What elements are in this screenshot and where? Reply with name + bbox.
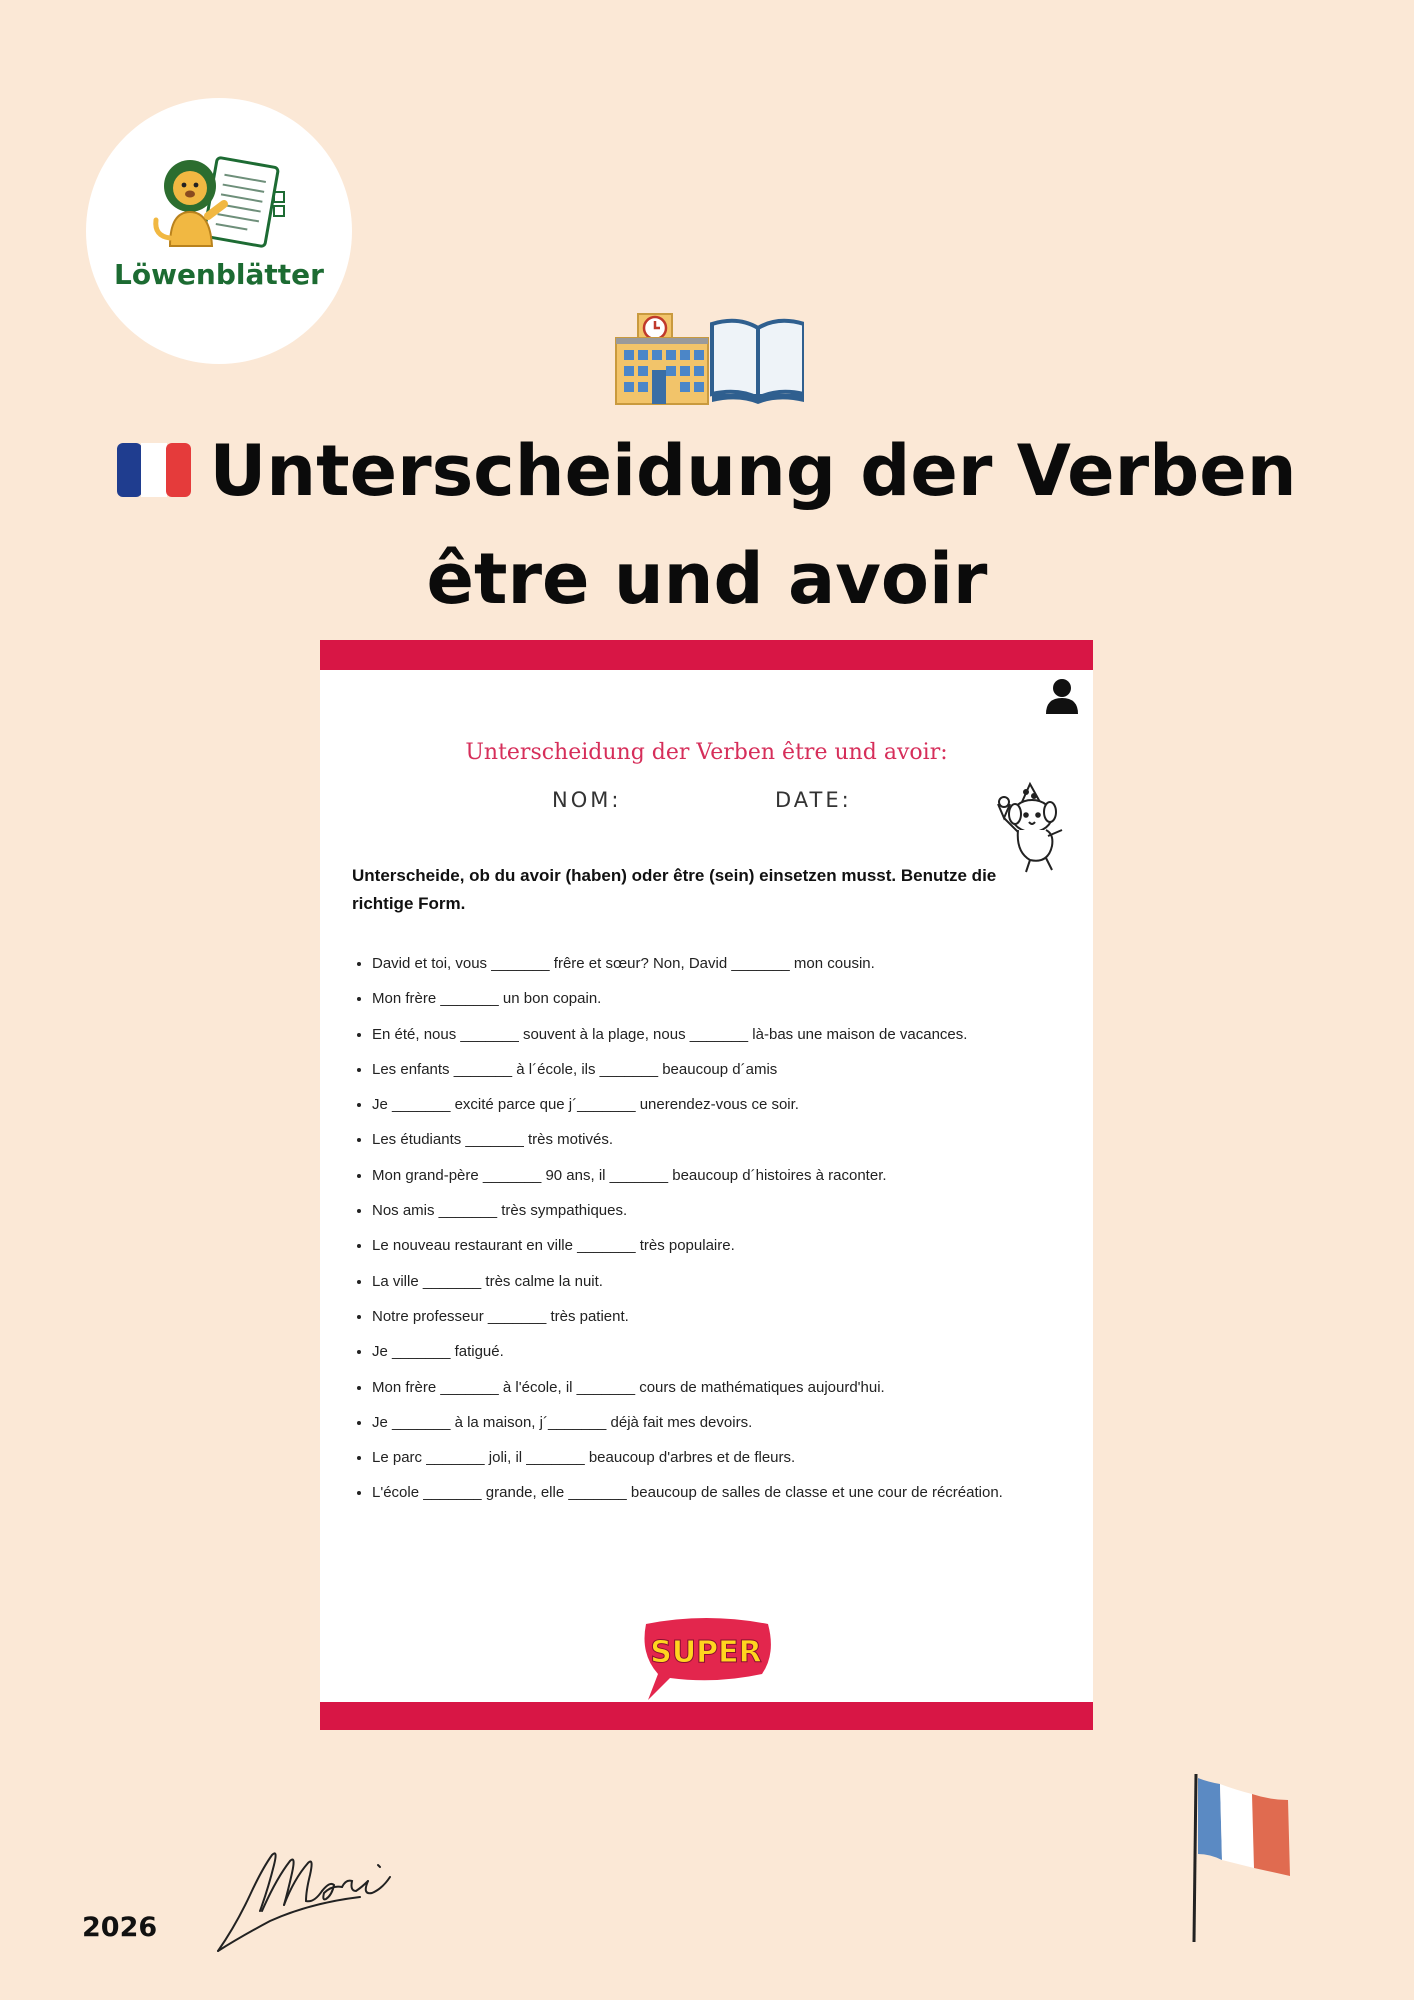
page-title-line-2: être und avoir xyxy=(426,538,988,620)
exercise-list xyxy=(342,946,1092,1511)
list-item: • Notre professeur _______ très patient. xyxy=(372,1299,1092,1334)
school-building-icon xyxy=(616,314,708,404)
list-item: • Mon frère _______ à l'école, il _______ cours de mathématiques aujourd'hui. xyxy=(372,1370,1092,1405)
list-item: • En été, nous _______ souvent à la plage, nous _______ là-bas une maison de vacances. xyxy=(372,1017,1092,1052)
lion-worksheet-logo-icon xyxy=(148,154,298,254)
date-label: DATE: xyxy=(775,788,852,812)
super-sticker xyxy=(636,1614,776,1704)
list-item: • Je _______ excité parce que j´_______ unerendez-vous ce soir. xyxy=(372,1087,1092,1122)
open-book-icon xyxy=(712,321,804,404)
list-item: • Les enfants _______ à l´école, ils _______ beaucoup d´amis xyxy=(372,1052,1092,1087)
merci-signature xyxy=(210,1825,410,1955)
france-flag-on-pole-icon xyxy=(1186,1770,1306,1945)
list-item: • David et toi, vous _______ frêre et sœur? Non, David _______ mon cousin. xyxy=(372,946,1092,981)
list-item: • Nos amis _______ très sympathiques. xyxy=(372,1193,1092,1228)
worksheet-instruction: Unterscheide, ob du avoir (haben) oder être (sein) einsetzen musst. Benutze die richtige Form. xyxy=(352,866,997,913)
worksheet-title: Unterscheidung der Verben être und avoir: xyxy=(465,740,948,765)
list-item: • Mon frère _______ un bon copain. xyxy=(372,981,1092,1016)
list-item: • Les étudiants _______ très motivés. xyxy=(372,1122,1092,1157)
brand-name: Löwenblätter xyxy=(114,258,324,291)
list-item: • Je _______ à la maison, j´_______ déjà fait mes devoirs. xyxy=(372,1405,1092,1440)
school-and-book-icon xyxy=(614,306,804,406)
list-item: • L'école _______ grande, elle _______ beaucoup de salles de classe et une cour de récréation. xyxy=(372,1475,1092,1510)
list-item: • Le nouveau restaurant en ville _______ très populaire. xyxy=(372,1228,1092,1263)
list-item: • Mon grand-père _______ 90 ans, il _______ beaucoup d´histoires à raconter. xyxy=(372,1158,1092,1193)
worksheet-bottom-band xyxy=(320,1702,1093,1730)
list-item: • La ville _______ très calme la nuit. xyxy=(372,1264,1092,1299)
user-icon xyxy=(1045,678,1079,714)
logo-badge xyxy=(86,98,352,364)
france-flag-icon xyxy=(117,443,191,497)
nom-label: NOM: xyxy=(552,788,622,812)
list-item: • Le parc _______ joli, il _______ beaucoup d'arbres et de fleurs. xyxy=(372,1440,1092,1475)
page-title-line-1 xyxy=(0,430,1414,512)
super-text: SUPER xyxy=(650,1635,762,1670)
worksheet-top-band xyxy=(320,640,1093,670)
list-item: • Je _______ fatigué. xyxy=(372,1334,1092,1369)
year-label: 2026 xyxy=(82,1912,158,1943)
worksheet-preview xyxy=(320,640,1093,1730)
title-text-1: Unterscheidung der Verben xyxy=(209,430,1297,512)
